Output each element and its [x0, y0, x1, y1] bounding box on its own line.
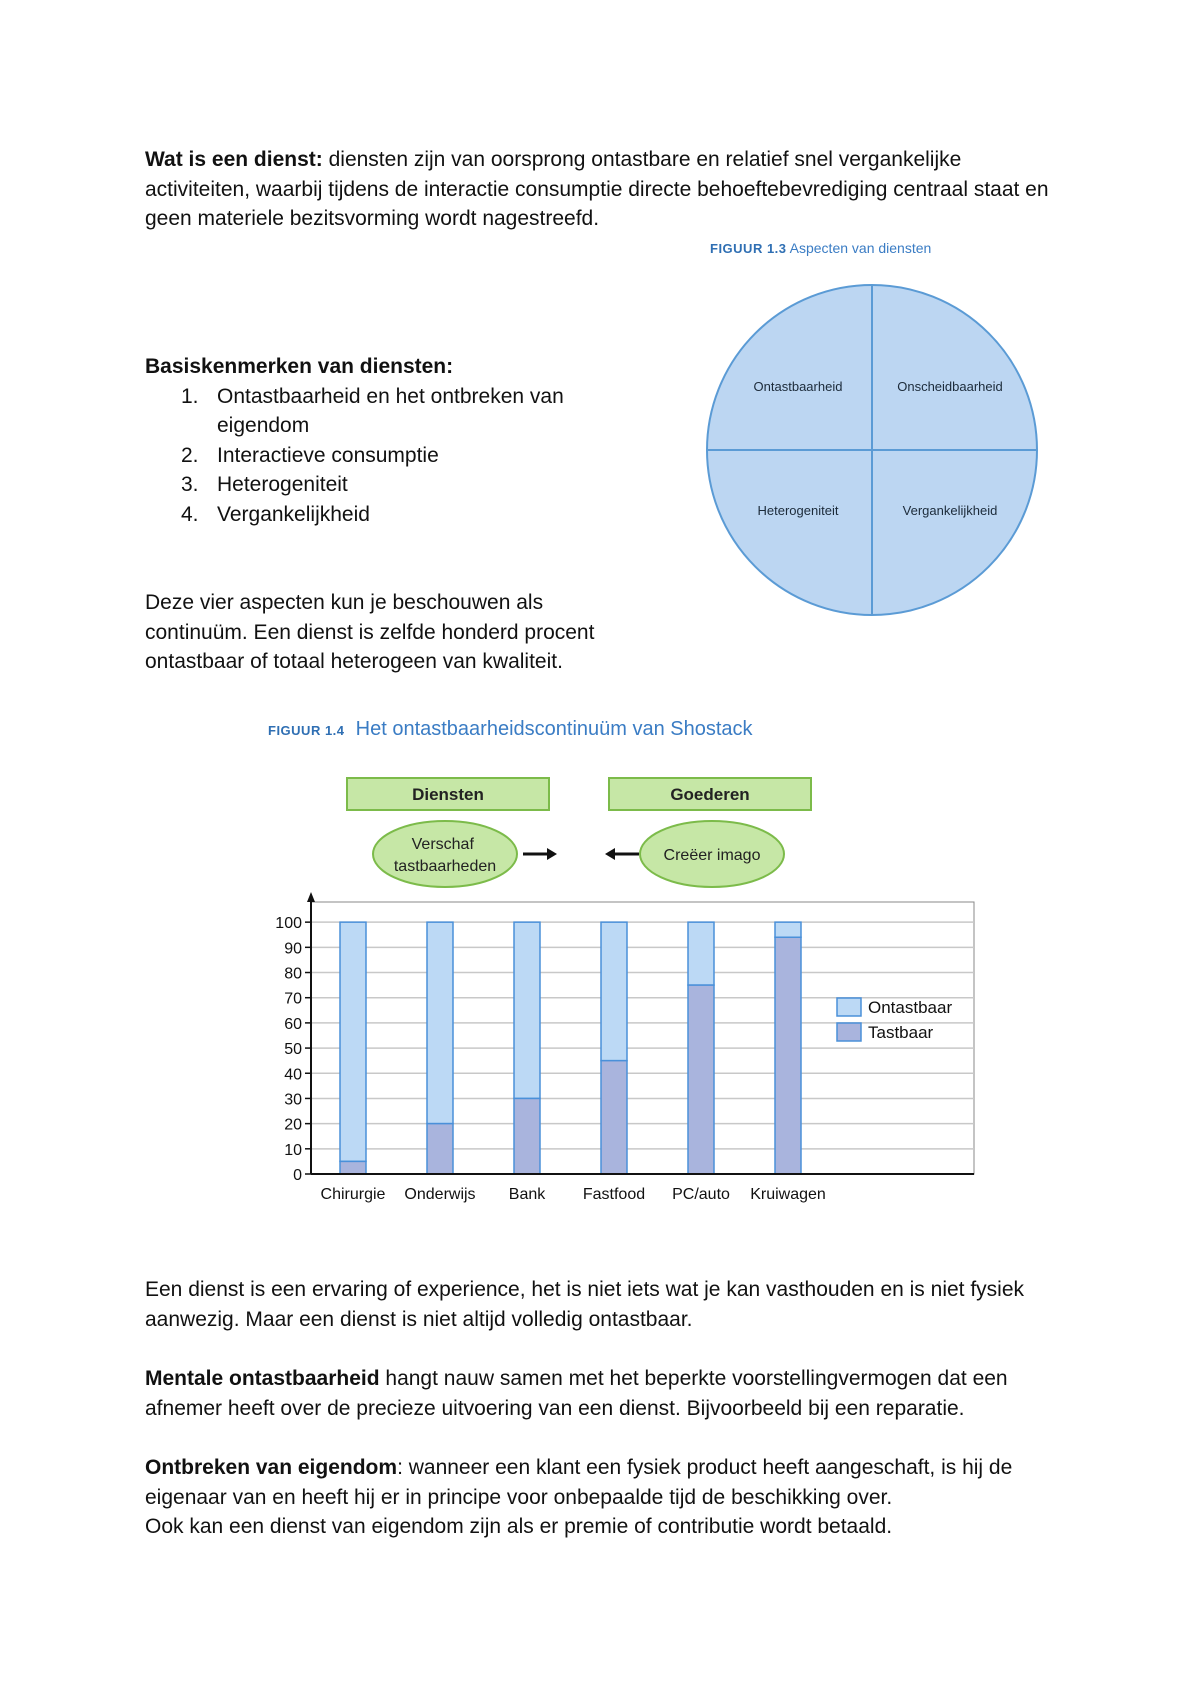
quadrant-onscheidbaarheid: Onscheidbaarheid [897, 379, 1003, 394]
x-axis-labels [321, 1186, 826, 1203]
quadrant-ontastbaarheid: Ontastbaarheid [753, 379, 843, 394]
intro-term: Wat is een dienst: [145, 148, 323, 171]
quadrant-heterogeniteit: Heterogeniteit [757, 503, 839, 518]
figure-1-3-number: FIGUUR 1.3 [710, 241, 787, 256]
list-item: 3. Heterogeniteit [181, 473, 348, 496]
basis-heading: Basiskenmerken van diensten: [145, 355, 454, 378]
x-tick-label: PC/auto [672, 1186, 730, 1203]
y-tick-label: 40 [284, 1066, 302, 1084]
bar-tastbaar [514, 1098, 540, 1174]
arrow-left-icon [605, 848, 639, 860]
y-tick-label: 50 [284, 1041, 302, 1059]
verschaf-label-line1: Verschaf [411, 836, 474, 853]
legend-swatch [837, 1023, 861, 1041]
y-tick-label: 0 [293, 1167, 302, 1184]
bar-ontastbaar [340, 922, 366, 1161]
shostack-figure [255, 770, 995, 1210]
figure-1-4-caption [268, 718, 868, 741]
y-tick-label: 70 [284, 990, 302, 1008]
experience-paragraph: Een dienst is een ervaring of experience, het is niet iets wat je kan vasthouden en is niet fysiek aanwezig. Maar een dienst is niet altijd volledig ontastbaar. [145, 1278, 1025, 1331]
intro-paragraph [145, 145, 1065, 234]
eigendom-line2: Ook kan een dienst van eigendom zijn als er premie of contributie wordt betaald. [145, 1515, 893, 1538]
x-tick-label: Fastfood [582, 1186, 646, 1203]
eigendom-text: : wanneer een klant een fysiek product heeft aangeschaft, is hij de eigenaar van en heeft hij er in principe voor onbepaalde tijd de beschikking over. [145, 1456, 1013, 1509]
arrow-right-icon [523, 848, 557, 860]
list-item: 4. Vergankelijkheid [181, 502, 370, 526]
y-tick-label: 80 [284, 965, 302, 983]
figure-1-3-caption [710, 240, 1010, 256]
bar-ontastbaar [688, 922, 714, 985]
creeer-label: Creëer imago [663, 847, 761, 864]
x-tick-label: Bank [508, 1186, 546, 1203]
verschaf-label-line2: tastbaarheden [393, 858, 497, 875]
mentale-paragraph [145, 1364, 1080, 1423]
aspects-circle-diagram [700, 280, 1050, 620]
bar-ontastbaar [775, 922, 801, 937]
legend-label: Ontastbaar [868, 998, 953, 1017]
y-tick-label: 10 [284, 1141, 302, 1159]
figure-1-4-title: Het ontastbaarheidscontinuüm van Shostack [355, 718, 753, 740]
bar-ontastbaar [601, 922, 627, 1061]
bar-tastbaar [775, 937, 801, 1174]
bar-ontastbaar [514, 922, 540, 1098]
y-tick-label: 30 [284, 1091, 302, 1109]
quadrant-vergankelijkheid: Vergankelijkheid [902, 503, 998, 518]
bar-tastbaar [427, 1124, 453, 1174]
figure-1-3-title: Aspecten van diensten [789, 240, 932, 256]
diensten-box-label: Diensten [412, 785, 484, 804]
x-tick-label: Chirurgie [320, 1186, 386, 1203]
bar-tastbaar [340, 1161, 366, 1174]
x-tick-label: Kruiwagen [750, 1186, 826, 1203]
mentale-term: Mentale ontastbaarheid [145, 1367, 380, 1390]
intro-text: diensten zijn van oorsprong ontastbare en relatief snel vergankelijke activiteiten, waarbij tijdens de interactie consumptie directe behoeftebevrediging centraal staat en geen materiele bezitsvorming wordt nagestreefd. [145, 148, 1049, 230]
basis-section [145, 352, 645, 529]
legend-label: Tastbaar [868, 1023, 934, 1042]
figure-1-4-number: FIGUUR 1.4 [268, 723, 345, 738]
verschaf-ellipse [373, 821, 517, 887]
basis-list [145, 382, 645, 530]
y-axis-ticks [275, 915, 311, 1184]
goederen-box-label: Goederen [670, 785, 750, 804]
y-tick-label: 90 [284, 940, 302, 958]
bar-tastbaar [601, 1061, 627, 1174]
y-tick-label: 20 [284, 1116, 302, 1134]
list-item: 1. Ontastbaarheid en het ontbreken van eigendom [181, 384, 564, 437]
eigendom-term: Ontbreken van eigendom [145, 1456, 398, 1479]
x-tick-label: Onderwijs [404, 1186, 476, 1203]
list-item: 2. Interactieve consumptie [181, 443, 439, 467]
eigendom-paragraph [145, 1453, 1080, 1542]
mentale-text: hangt nauw samen met het beperkte voorstellingvermogen dat een afnemer heeft over de precieze uitvoering van een dienst. Bijvoorbeeld bij een reparatie. [145, 1367, 1008, 1420]
y-tick-label: 60 [284, 1015, 302, 1033]
y-tick-label: 100 [275, 915, 302, 933]
bar-tastbaar [688, 985, 714, 1174]
legend-swatch [837, 998, 861, 1016]
y-axis-arrow-icon [307, 892, 315, 902]
bar-ontastbaar [427, 922, 453, 1123]
continuum-paragraph: Deze vier aspecten kun je beschouwen als continuüm. Een dienst is zelfde honderd procent ontastbaar of totaal heterogeen van kwaliteit. [145, 591, 595, 673]
